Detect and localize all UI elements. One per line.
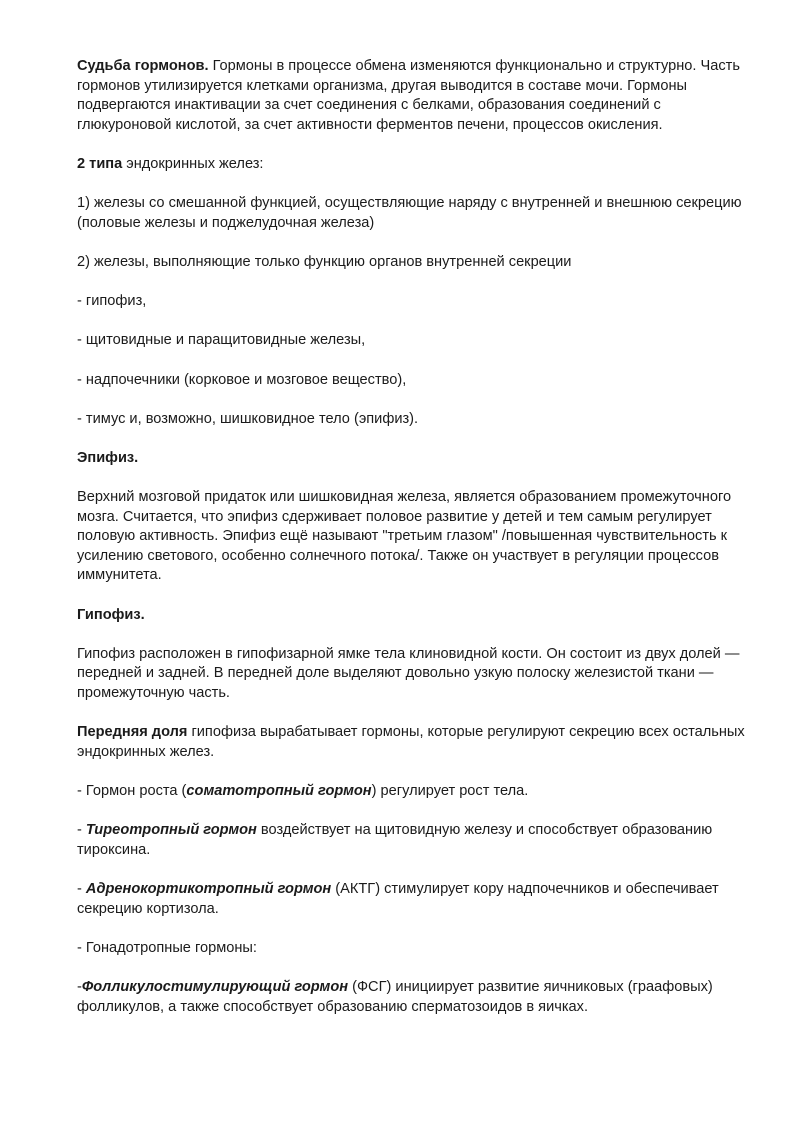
document-page <box>77 57 757 1037</box>
fsh-post: (ФСГ) инициирует развитие яичниковых (граафовых) фолликулов, а также способствует образованию сперматозоидов в яичках. <box>77 978 713 1015</box>
acth-post: (АКТГ) стимулирует кору надпочечников и обеспечивает секрецию кортизола. <box>77 880 719 917</box>
growth-hormone-post: ) регулирует рост тела. <box>371 782 529 799</box>
gland-types-paragraph <box>77 155 757 175</box>
growth-hormone-pre: - Гормон роста ( <box>77 782 187 799</box>
list-item-thyroid: - щитовидные и паращитовидные железы, <box>77 332 366 349</box>
thyrotropic-term: Тиреотропный гормон <box>85 822 257 839</box>
acth-hormone-item <box>77 880 757 919</box>
hypophysis-text: Гипофиз расположен в гипофизарной ямке тела клиновидной кости. Он состоит из двух долей — передней и задней. В передней доле выделяют довольно узкую полоску железистой ткани — промежуточную часть. <box>77 645 740 701</box>
hormone-fate-heading: Судьба гормонов. <box>77 58 209 74</box>
epiphysis-heading: Эпифиз. <box>77 449 139 466</box>
acth-pre: - <box>77 880 86 897</box>
gland-types-text: эндокринных желез: <box>122 155 264 172</box>
thyrotropic-pre: - <box>77 822 86 839</box>
fsh-pre: - <box>77 978 82 995</box>
growth-hormone-term: соматотропный гормон <box>186 782 372 799</box>
thyrotropic-hormone-item <box>77 821 757 860</box>
fsh-hormone-item <box>77 978 757 1017</box>
hypophysis-heading: Гипофиз. <box>77 606 145 623</box>
anterior-lobe-paragraph <box>77 723 757 762</box>
anterior-lobe-text: гипофиза вырабатывает гормоны, которые регулируют секрецию всех остальных эндокринных желез. <box>77 724 745 760</box>
anterior-lobe-bold: Передняя доля <box>77 724 188 741</box>
hormone-fate-paragraph <box>77 57 757 135</box>
hormone-fate-text: Гормоны в процессе обмена изменяются функционально и структурно. Часть гормонов утилизируется клетками организма, другая выводится в составе мочи. Гормоны подвергаются инактивации за счет соединения с белками, образования соединений с глюкуроновой кислотой, за счет активности ферментов печени, процессов окисления. <box>77 58 740 133</box>
list-item-adrenal: - надпочечники (корковое и мозговое вещество), <box>77 371 407 388</box>
list-item-hypophysis: - гипофиз, <box>77 293 147 310</box>
gland-type-1: 1) железы со смешанной функцией, осуществляющие наряду с внутренней и внешнюю секрецию (половые железы и поджелудочная железа) <box>77 195 742 231</box>
growth-hormone-item <box>77 782 757 802</box>
gonadotropic-hormones-item: - Гонадотропные гормоны: <box>77 939 257 956</box>
gland-type-2: 2) железы, выполняющие только функцию органов внутренней секреции <box>77 253 572 270</box>
acth-term: Адренокортикотропный гормон <box>85 880 332 897</box>
thyrotropic-post: воздействует на щитовидную железу и способствует образованию тироксина. <box>77 822 713 858</box>
list-item-thymus: - тимус и, возможно, шишковидное тело (эпифиз). <box>77 410 419 427</box>
gland-types-bold: 2 типа <box>77 155 123 172</box>
epiphysis-text: Верхний мозговой придаток или шишковидная железа, является образованием промежуточного мозга. Считается, что эпифиз сдерживает половое развитие у детей и тем самым регулирует половую активность. Эпифиз ещё называют "третьим глазом" /повышенная чувствительность к усилению светового, особенно солнечного потока/. Также он участвует в регуляции процессов иммунитета. <box>77 489 732 584</box>
fsh-term: Фолликулостимулирующий гормон <box>81 978 349 995</box>
